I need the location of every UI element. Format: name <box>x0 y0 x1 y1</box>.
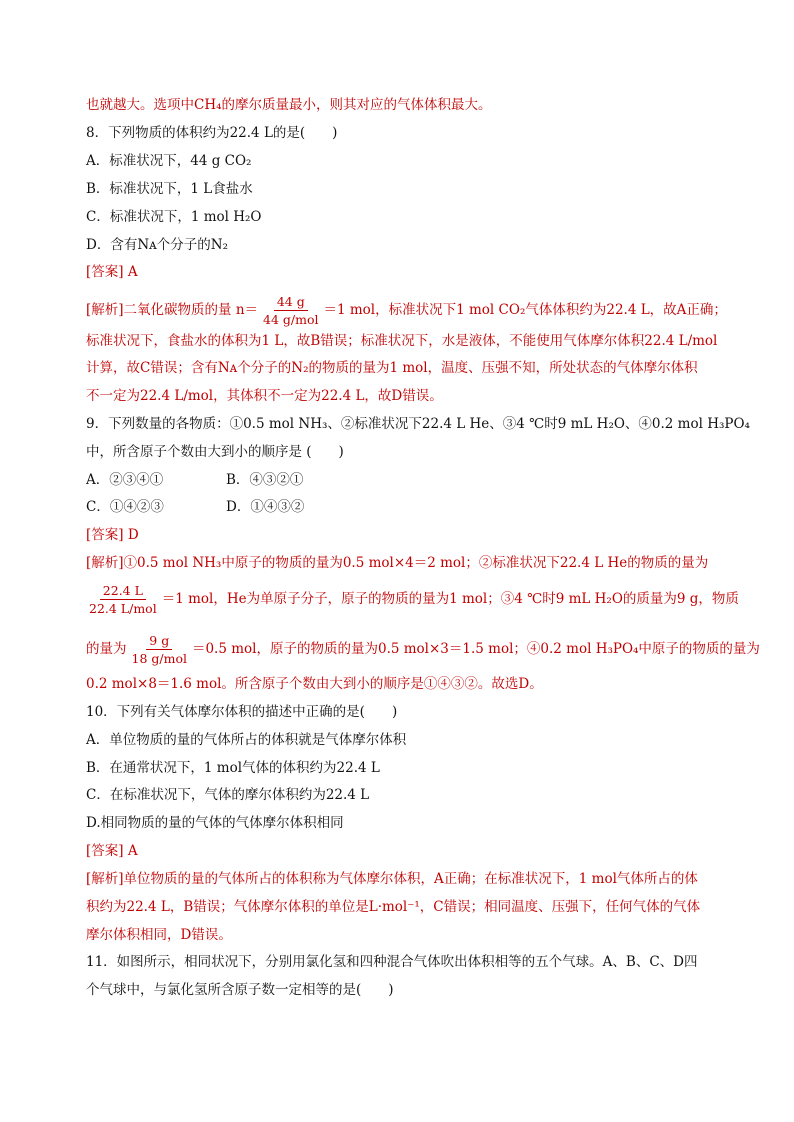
fraction-numerator: 44 g <box>274 294 308 311</box>
q9-analysis-text-b: ＝1 mol，He为单原子分子，原子的物质的量为1 mol；③4 ℃时9 mL H₂O的质量为9 g，物质 <box>161 591 739 607</box>
q9-analysis-text-c: ＝0.5 mol，原子的物质的量为0.5 mol×3＝1.5 mol；④0.2 mol H₃PO₄中原子的物质的量为 <box>191 641 760 657</box>
q10-analysis-line-2: 积约为22.4 L，B错误；气体摩尔体积的单位是L·mol⁻¹，C错误；相同温度、压强下，任何气体的气体 <box>86 899 701 915</box>
q9-analysis-text-a: 的量为 <box>86 641 127 657</box>
q11-stem-line-1: 11．如图所示，相同状况下，分别用氯化氢和四种混合气体吹出体积相等的五个气球。A、B、C、D四 <box>86 954 698 970</box>
q8-analysis-line-3: 计算，故C错误；含有Nᴀ个分子的N₂的物质的量为1 mol，温度、压强不知，所处状态的气体摩尔体积 <box>86 360 698 376</box>
prev-analysis-tail: 也就越大。选项中CH₄的摩尔质量最小，则其对应的气体体积最大。 <box>86 97 492 113</box>
q8-analysis-line-2: 标准状况下，食盐水的体积为1 L，故B错误；标准状况下，水是液体，不能使用气体摩尔体积22.4 L/mol <box>86 333 718 349</box>
q9-options-row-2 <box>86 497 724 517</box>
fraction-mass-over-molar-mass <box>260 294 321 327</box>
q9-options-row-1 <box>86 470 724 490</box>
fraction-denominator: 18 g/mol <box>131 651 187 666</box>
q10-answer: [答案] A <box>86 843 138 859</box>
q9-analysis-line-4: 0.2 mol×8＝1.6 mol。所含原子个数由大到小的顺序是①④③②。故选D。 <box>86 676 543 692</box>
q9-answer: [答案] D <box>86 527 139 543</box>
q10-option-d: D.相同物质的量的气体的气体摩尔体积相同 <box>86 815 344 831</box>
q8-stem: 8．下列物质的体积约为22.4 L的是( ) <box>86 125 338 141</box>
fraction-mass-over-molar-mass <box>129 633 190 666</box>
q9-option-b: B．④③②① <box>226 472 304 488</box>
q9-stem-line-1: 9．下列数量的各物质：①0.5 mol NH₃、②标准状况下22.4 L He、③4 ℃时9 mL H₂O、④0.2 mol H₃PO₄ <box>86 416 750 432</box>
q9-option-d: D．①④③② <box>226 499 305 515</box>
q8-analysis-text-b: ＝1 mol，标准状况下1 mol CO₂气体体积约为22.4 L，故A正确； <box>323 302 727 318</box>
q8-option-b: B．标准状况下，1 L食盐水 <box>86 181 253 197</box>
q10-option-b: B．在通常状况下，1 mol气体的体积约为22.4 L <box>86 760 380 776</box>
q9-stem-line-2: 中，所含原子个数由大到小的顺序是 ( ) <box>86 444 344 460</box>
q9-analysis-line-2 <box>86 583 739 616</box>
q9-analysis-line-3 <box>86 633 760 666</box>
q8-option-c: C．标准状况下，1 mol H₂O <box>86 209 262 225</box>
fraction-numerator: 9 g <box>146 633 172 650</box>
q8-option-d: D．含有Nᴀ个分子的N₂ <box>86 237 228 253</box>
fraction-denominator: 44 g/mol <box>263 312 319 327</box>
q8-answer: [答案] A <box>86 264 138 280</box>
q9-option-c: C．①④②③ <box>86 499 164 515</box>
q8-analysis-text-a: [解析]二氧化碳物质的量 n＝ <box>86 302 259 318</box>
q8-analysis-line-1 <box>86 294 727 327</box>
fraction-denominator: 22.4 L/mol <box>89 601 157 616</box>
q10-option-c: C．在标准状况下，气体的摩尔体积约为22.4 L <box>86 787 370 803</box>
fraction-volume-over-molar-volume <box>86 583 160 616</box>
q10-analysis-line-3: 摩尔体积相同，D错误。 <box>86 927 232 943</box>
q10-analysis-line-1: [解析]单位物质的量的气体所占的体积称为气体摩尔体积，A正确；在标准状况下，1 mol气体所占的体 <box>86 871 698 887</box>
q8-analysis-line-4: 不一定为22.4 L/mol，其体积不一定为22.4 L，故D错误。 <box>86 388 443 404</box>
q11-stem-line-2: 个气球中，与氯化氢所含原子数一定相等的是( ) <box>86 982 394 998</box>
q10-option-a: A．单位物质的量的气体所占的体积就是气体摩尔体积 <box>86 732 407 748</box>
q9-analysis-line-1: [解析]①0.5 mol NH₃中原子的物质的量为0.5 mol×4＝2 mol；②标准状况下22.4 L He的物质的量为 <box>86 555 709 571</box>
fraction-numerator: 22.4 L <box>100 583 146 600</box>
q9-option-a: A．②③④① <box>86 472 164 488</box>
q10-stem: 10．下列有关气体摩尔体积的描述中正确的是( ) <box>86 704 398 720</box>
q8-option-a: A．标准状况下，44 g CO₂ <box>86 153 252 169</box>
